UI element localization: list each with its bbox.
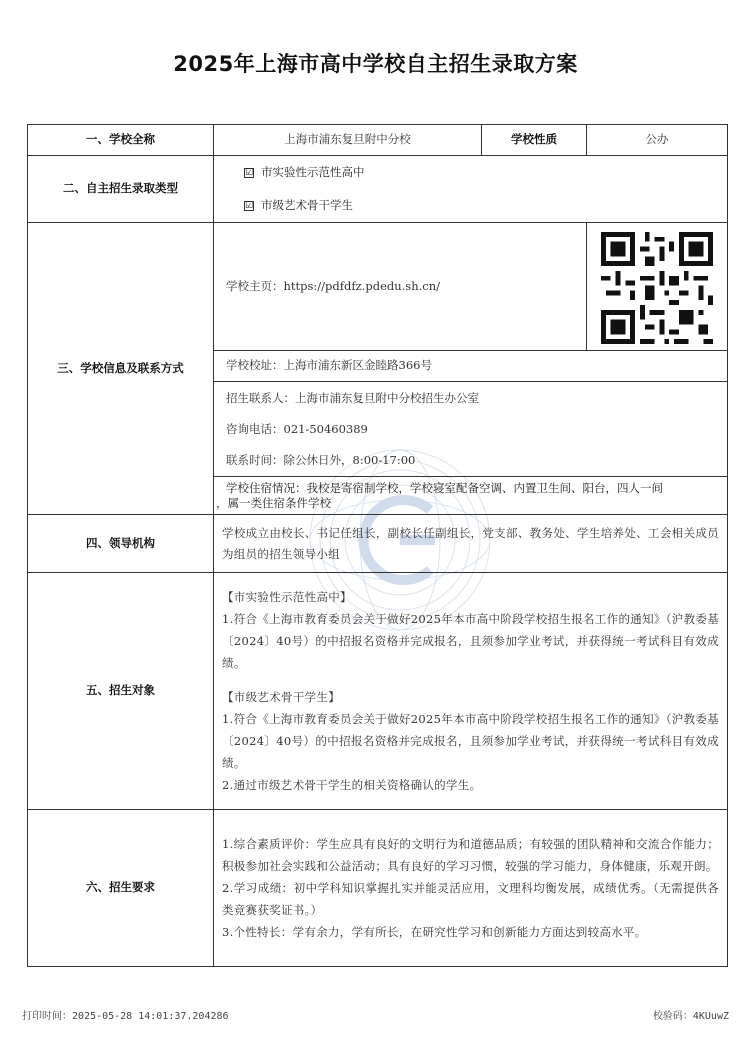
boarding-text: [214, 477, 728, 515]
requirement-item: 3.个性特长：学有余力，学有所长，在研究性学习和创新能力方面达到较高水平。: [222, 925, 647, 939]
requirement-item: 1.综合素质评价：学生应具有良好的文明行为和道德品质；有较强的团队精神和交流合作能力；积极参加社会实践和公益活动；具有良好的学习习惯，较强的学习能力，身体健康，乐观开朗。: [222, 837, 719, 873]
school-type-value: 公办: [587, 125, 728, 156]
targets-label: 五、招生对象: [28, 573, 214, 810]
row-leadership: [28, 515, 728, 573]
contact-label: 三、学校信息及联系方式: [28, 223, 214, 515]
admission-table: [27, 124, 728, 967]
requirement-item: 2.学习成绩：初中学科知识掌握扎实并能灵活应用，文理科均衡发展，成绩优秀。（无需提供各类竞赛获奖证书。）: [222, 881, 719, 917]
admission-type-item: [214, 189, 727, 222]
admission-type-text: 市实验性示范性高中: [261, 164, 365, 179]
qr-code-cell: [587, 223, 728, 351]
checkbox-checked-icon: ☑: [245, 167, 254, 178]
checkbox-checked-icon: ☑: [245, 200, 254, 211]
contact-person-text: 招生联系人：上海市浦东复旦附中分校招生办公室: [226, 390, 479, 405]
targets-content: [214, 573, 728, 810]
admission-types-content: [214, 156, 728, 223]
phone-text: 咨询电话：021-50460389: [226, 421, 368, 436]
contact-details: [214, 382, 728, 477]
hours-text: 联系时间：除公休日外，8:00-17:00: [226, 452, 416, 467]
school-name-label: 一、学校全称: [28, 125, 214, 156]
qr-code-icon: [596, 227, 718, 349]
target-item: 2.通过市级艺术骨干学生的相关资格确认的学生。: [222, 778, 482, 792]
boarding-line: 学校住宿情况：我校是寄宿制学校，学校寝室配备空调、内置卫生间、阳台，四人一间: [226, 480, 663, 495]
section-heading: 【市实验性示范性高中】: [222, 590, 352, 604]
verify-code: 校验码：4KUuwZ: [652, 1011, 729, 1022]
print-time: 打印时间：2025-05-28 14:01:37.204286: [22, 1011, 229, 1022]
address-text: 学校校址：上海市浦东新区金睦路366号: [214, 351, 728, 382]
target-item: 1.符合《上海市教育委员会关于做好2025年本市高中阶段学校招生报名工作的通知》（沪教委基〔2024〕40号）的中招报名资格并完成报名，且须参加学业考试，并获得统一考试科目有效成绩。: [222, 712, 719, 770]
row-homepage: [28, 223, 728, 351]
leadership-label: 四、领导机构: [28, 515, 214, 573]
row-targets: [28, 573, 728, 810]
target-item: 1.符合《上海市教育委员会关于做好2025年本市高中阶段学校招生报名工作的通知》（沪教委基〔2024〕40号）的中招报名资格并完成报名，且须参加学业考试，并获得统一考试科目有效成绩。: [222, 612, 719, 670]
admission-types-label: 二、自主招生录取类型: [28, 156, 214, 223]
row-requirements: [28, 810, 728, 967]
page-title: 2025年上海市高中学校自主招生录取方案: [173, 52, 578, 76]
requirements-content: [214, 810, 728, 967]
school-name-value: 上海市浦东复旦附中分校: [214, 125, 482, 156]
admission-type-item: [214, 156, 727, 189]
homepage-text: 学校主页：https://pdfdfz.pdedu.sh.cn/: [214, 223, 587, 351]
admission-type-text: 市级艺术骨干学生: [261, 197, 353, 212]
row-school-name: [28, 125, 728, 156]
school-type-label: 学校性质: [482, 125, 587, 156]
boarding-line: ，属一类住宿条件学校: [216, 495, 331, 510]
row-admission-types: [28, 156, 728, 223]
section-heading: 【市级艺术骨干学生】: [222, 690, 340, 704]
requirements-label: 六、招生要求: [28, 810, 214, 967]
leadership-text: 学校成立由校长、书记任组长，副校长任副组长，党支部、教务处、学生培养处、工会相关成员为组员的招生领导小组: [214, 515, 728, 573]
